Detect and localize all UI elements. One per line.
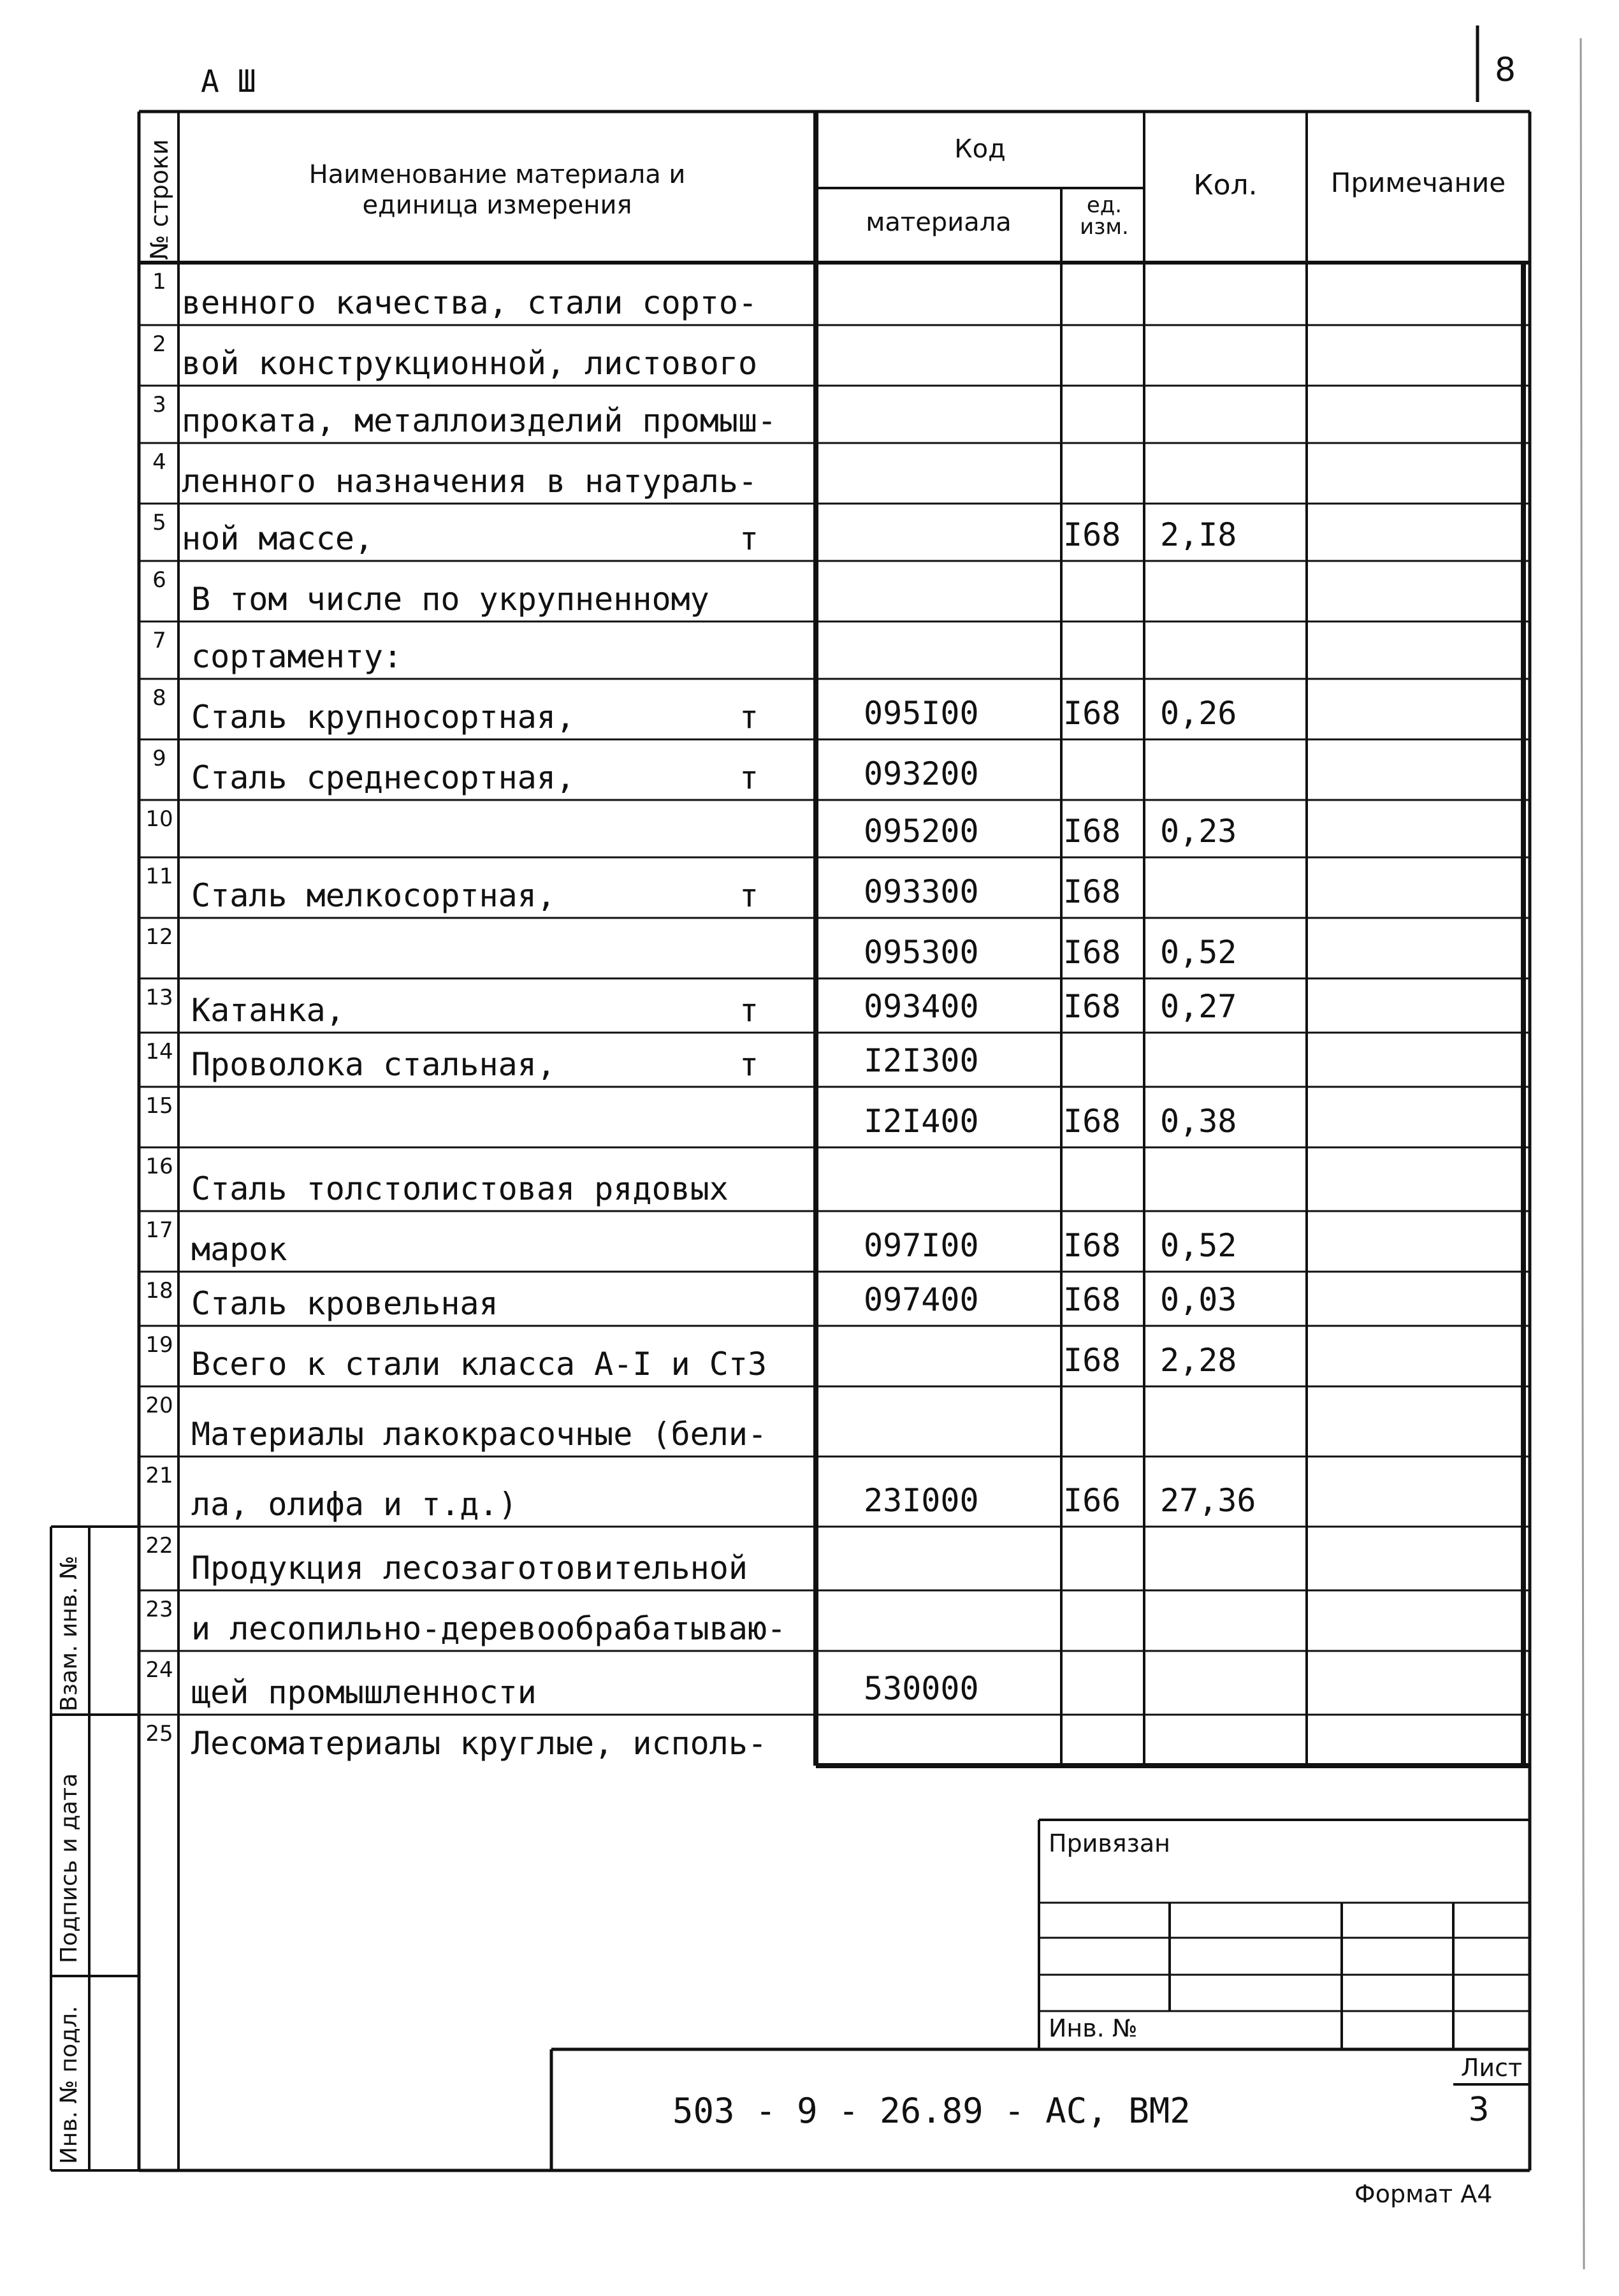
material-name: Продукция лесозаготовительной xyxy=(191,1550,748,1587)
unit-t: т xyxy=(739,520,759,557)
stamp-inv-no: Инв. № xyxy=(1049,2014,1138,2042)
row-number: 3 xyxy=(152,392,166,418)
material-name: Сталь крупносортная, xyxy=(191,699,576,736)
quantity: 0,52 xyxy=(1160,934,1237,971)
unit-code: I68 xyxy=(1063,934,1121,971)
material-name: ла, олифа и т.д.) xyxy=(191,1486,518,1523)
unit-code: I68 xyxy=(1063,873,1121,910)
material-name: ленного назначения в натураль- xyxy=(182,463,758,500)
side-podpis-data: Подпись и дата xyxy=(56,1773,82,1963)
unit-t: т xyxy=(739,1046,759,1083)
material-name: В том числе по укрупненному xyxy=(191,581,709,618)
quantity: 0,23 xyxy=(1160,813,1237,850)
row-number: 10 xyxy=(145,806,173,832)
row-number: 25 xyxy=(145,1721,173,1747)
row-number: 17 xyxy=(145,1217,173,1243)
unit-code: I68 xyxy=(1063,813,1121,850)
page-number-top: 8 xyxy=(1495,51,1516,89)
unit-code: I68 xyxy=(1063,516,1121,553)
material-name: Всего к стали класса А-I и Ст3 xyxy=(191,1346,767,1383)
quantity: 0,27 xyxy=(1160,988,1237,1025)
material-name: марок xyxy=(191,1231,287,1268)
material-name: сортаменту: xyxy=(191,638,403,675)
row-number: 16 xyxy=(145,1154,173,1179)
unit-code: I68 xyxy=(1063,1281,1121,1318)
quantity: 0,38 xyxy=(1160,1103,1237,1140)
unit-t: т xyxy=(739,992,759,1029)
quantity: 27,36 xyxy=(1160,1482,1256,1519)
header-code: Код xyxy=(954,134,1006,164)
material-name: Материалы лакокрасочные (бели- xyxy=(191,1416,767,1453)
material-code: 530000 xyxy=(864,1670,979,1707)
header-row-no: № строки xyxy=(145,139,173,260)
row-number: 21 xyxy=(145,1463,173,1488)
row-number: 7 xyxy=(152,628,166,653)
quantity: 2,28 xyxy=(1160,1342,1237,1379)
row-number: 13 xyxy=(145,985,173,1010)
quantity: 0,03 xyxy=(1160,1281,1237,1318)
row-number: 9 xyxy=(152,746,166,771)
material-code: 095200 xyxy=(864,813,979,850)
header-unit: ед. изм. xyxy=(1080,193,1129,240)
side-inv-podl: Инв. № подл. xyxy=(56,2005,82,2164)
row-number: 23 xyxy=(145,1597,173,1622)
row-number: 11 xyxy=(145,864,173,889)
top-left-mark: А Ш xyxy=(201,64,256,99)
material-name: и лесопильно-деревообрабатываю- xyxy=(191,1610,787,1647)
unit-code: I68 xyxy=(1063,1103,1121,1140)
header-note: Примечание xyxy=(1330,167,1506,198)
row-number: 5 xyxy=(152,510,166,535)
sheet-number: 3 xyxy=(1468,2091,1490,2129)
unit-code: I68 xyxy=(1063,695,1121,732)
unit-code: I68 xyxy=(1063,1342,1121,1379)
row-number: 12 xyxy=(145,924,173,950)
row-number: 4 xyxy=(152,449,166,475)
row-number: 6 xyxy=(152,567,166,593)
row-number: 20 xyxy=(145,1393,173,1418)
unit-t: т xyxy=(739,759,759,796)
unit-code: I68 xyxy=(1063,988,1121,1025)
row-number: 8 xyxy=(152,685,166,711)
unit-code: I66 xyxy=(1063,1482,1121,1519)
material-code: 097I00 xyxy=(864,1227,979,1264)
unit-t: т xyxy=(739,877,759,914)
row-number: 18 xyxy=(145,1278,173,1304)
format-label: Формат А4 xyxy=(1354,2180,1493,2208)
header-material: материала xyxy=(866,208,1012,237)
row-number: 14 xyxy=(145,1039,173,1064)
material-name: ной массе, xyxy=(182,520,374,557)
material-code: I2I300 xyxy=(864,1042,979,1079)
quantity: 2,I8 xyxy=(1160,516,1237,553)
material-code: 23I000 xyxy=(864,1482,979,1519)
material-name: вой конструкционной, листового xyxy=(182,345,758,382)
row-number: 15 xyxy=(145,1093,173,1119)
quantity: 0,52 xyxy=(1160,1227,1237,1264)
unit-t: т xyxy=(739,699,759,736)
material-name: Сталь мелкосортная, xyxy=(191,877,556,914)
material-code: 093300 xyxy=(864,873,979,910)
material-name: проката, металлоизделий промыш- xyxy=(182,402,777,439)
document-code: 503 - 9 - 26.89 - АС, ВМ2 xyxy=(672,2091,1191,2131)
material-name: щей промышленности xyxy=(191,1674,537,1711)
material-code: 097400 xyxy=(864,1281,979,1318)
row-number: 19 xyxy=(145,1332,173,1358)
material-code: 095I00 xyxy=(864,695,979,732)
stamp-privyazan: Привязан xyxy=(1049,1829,1170,1857)
material-code: 093400 xyxy=(864,988,979,1025)
row-number: 24 xyxy=(145,1657,173,1683)
material-name: Лесоматериалы круглые, исполь- xyxy=(191,1725,767,1762)
row-number: 2 xyxy=(152,331,166,357)
material-name: Катанка, xyxy=(191,992,345,1029)
material-name: Проволока стальная, xyxy=(191,1046,556,1083)
unit-code: I68 xyxy=(1063,1227,1121,1264)
quantity: 0,26 xyxy=(1160,695,1237,732)
side-vzam-inv: Взам. инв. № xyxy=(56,1555,82,1711)
material-code: 093200 xyxy=(864,755,979,792)
material-name: Сталь толстолистовая рядовых xyxy=(191,1170,729,1207)
material-code: I2I400 xyxy=(864,1103,979,1140)
row-number: 22 xyxy=(145,1533,173,1559)
material-name: Сталь среднесортная, xyxy=(191,759,576,796)
material-name: венного качества, стали сорто- xyxy=(182,284,758,321)
header-name: Наименование материала и единица измерения xyxy=(309,160,686,220)
material-code: 095300 xyxy=(864,934,979,971)
row-number: 1 xyxy=(152,269,166,294)
sheet-label: Лист xyxy=(1460,2054,1523,2082)
header-qty: Кол. xyxy=(1193,169,1258,201)
material-name: Сталь кровельная xyxy=(191,1285,498,1322)
